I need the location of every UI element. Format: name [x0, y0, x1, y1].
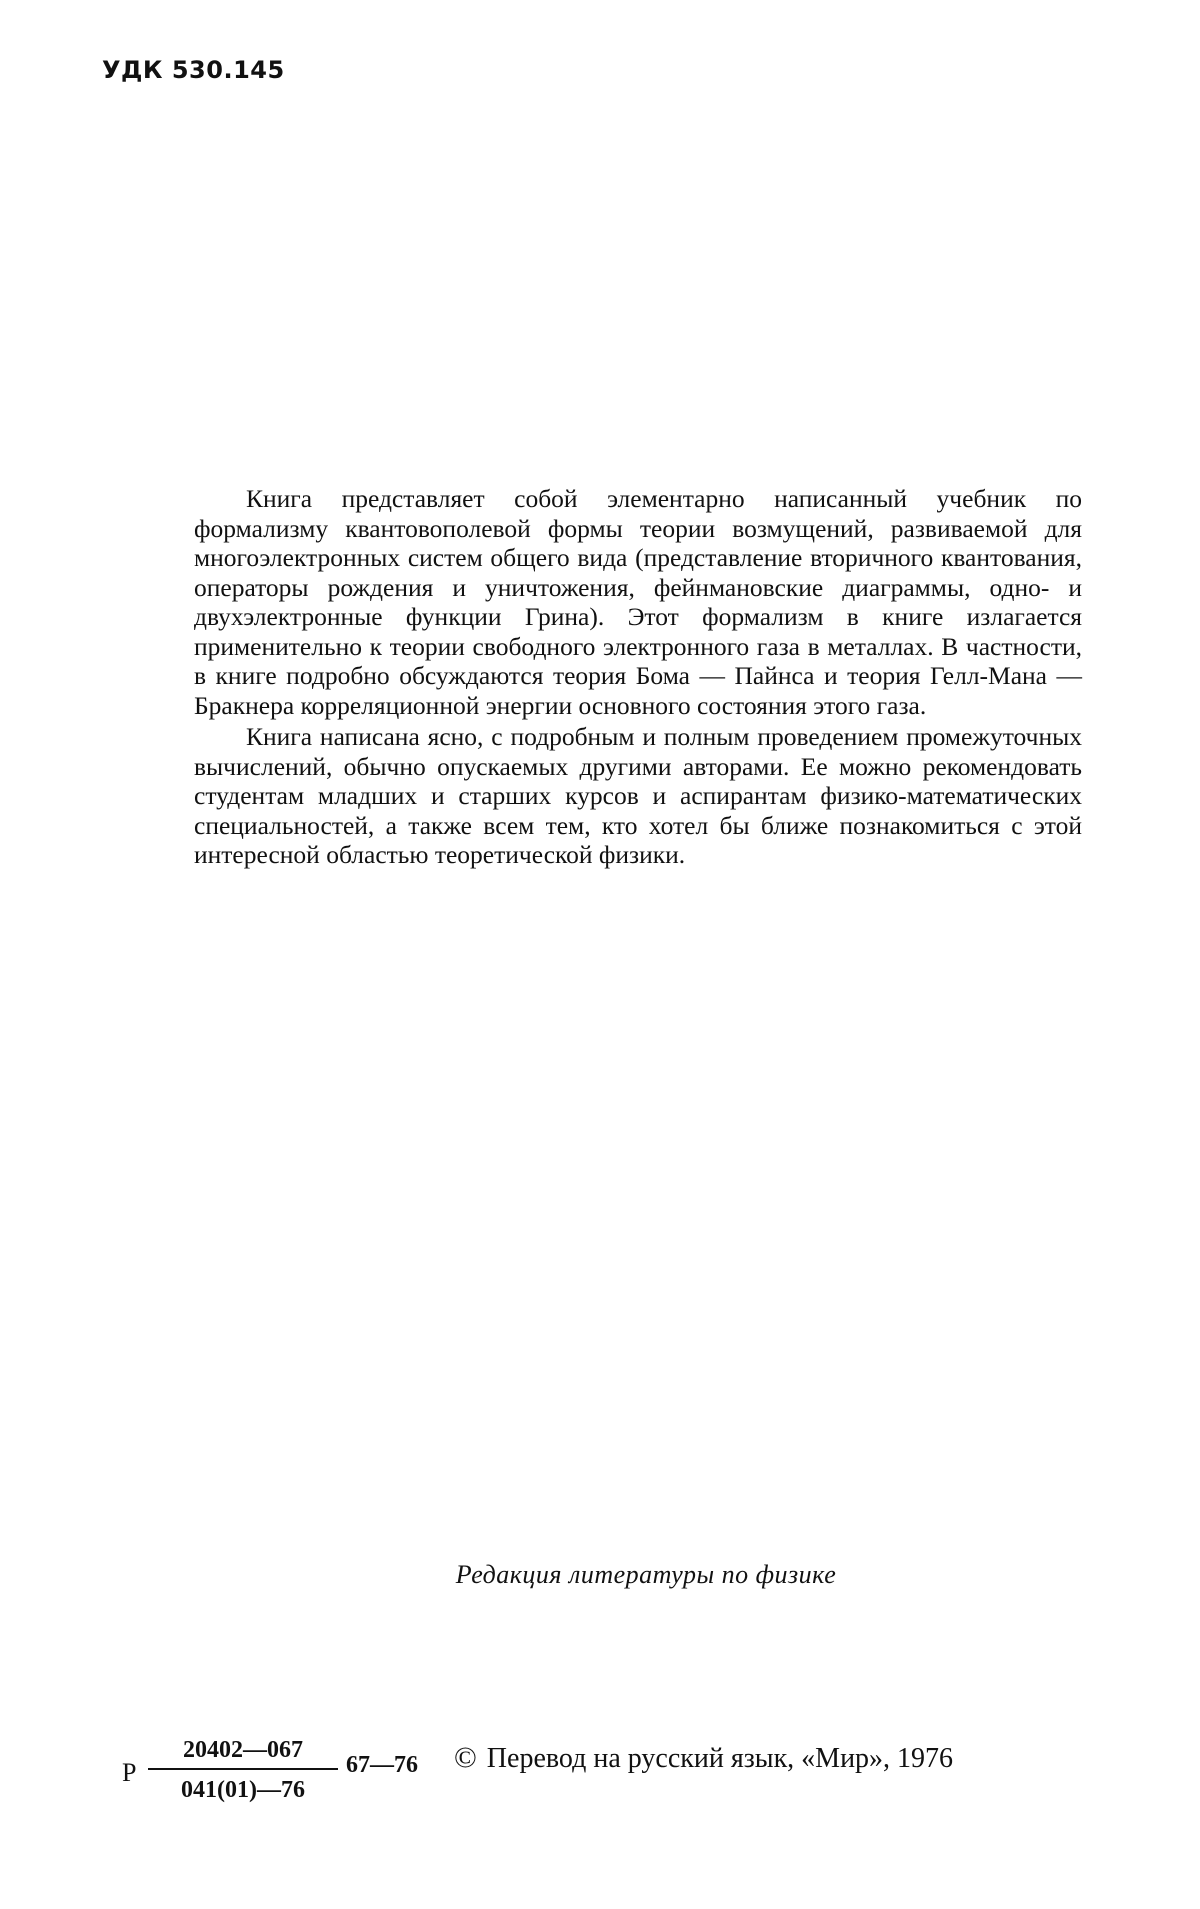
index-denominator: 041(01)—76 — [181, 1777, 305, 1803]
index-numerator: 20402—067 — [183, 1737, 303, 1763]
index-code: 67—76 — [346, 1752, 418, 1778]
index-letter: Р — [122, 1758, 137, 1787]
udc-code: УДК 530.145 — [102, 56, 285, 84]
fraction-bar — [148, 1768, 338, 1770]
copyright-text: Перевод на русский язык, «Мир», 1976 — [486, 1743, 954, 1774]
annotation-paragraph: Книга написана ясно, с подробным и полным проведением промежуточных вычислений, обычно опускаемых другими авторами. Ее можно рекомендовать студентам младших и старших курсов и аспирантам физико-математических специальностей, а также всем тем, кто хотел бы ближе познакомиться с этой интересной областью теоретической физики. — [194, 722, 1082, 869]
copyright-icon: © — [454, 1741, 477, 1774]
publication-index — [122, 1734, 422, 1814]
editorial-department: Редакция литературы по физике — [455, 1560, 837, 1589]
copyright-line — [454, 1741, 953, 1775]
book-annotation — [194, 484, 1082, 870]
index-fraction — [148, 1734, 338, 1806]
annotation-paragraph: Книга представляет собой элементарно написанный учебник по формализму квантовополевой формы теории возмущений, развиваемой для многоэлектронных систем общего вида (представление вторичного квантования, операторы рождения и уничтожения, фейнмановские диаграммы, одно- и двухэлектронные функции Грина). Этот формализм в книге излагается применительно к теории свободного электронного газа в металлах. В частности, в книге подробно обсуждаются теория Бома — Пайнса и теория Гелл-Мана — Бракнера корреляционной энергии основного состояния этого газа. — [194, 484, 1082, 720]
